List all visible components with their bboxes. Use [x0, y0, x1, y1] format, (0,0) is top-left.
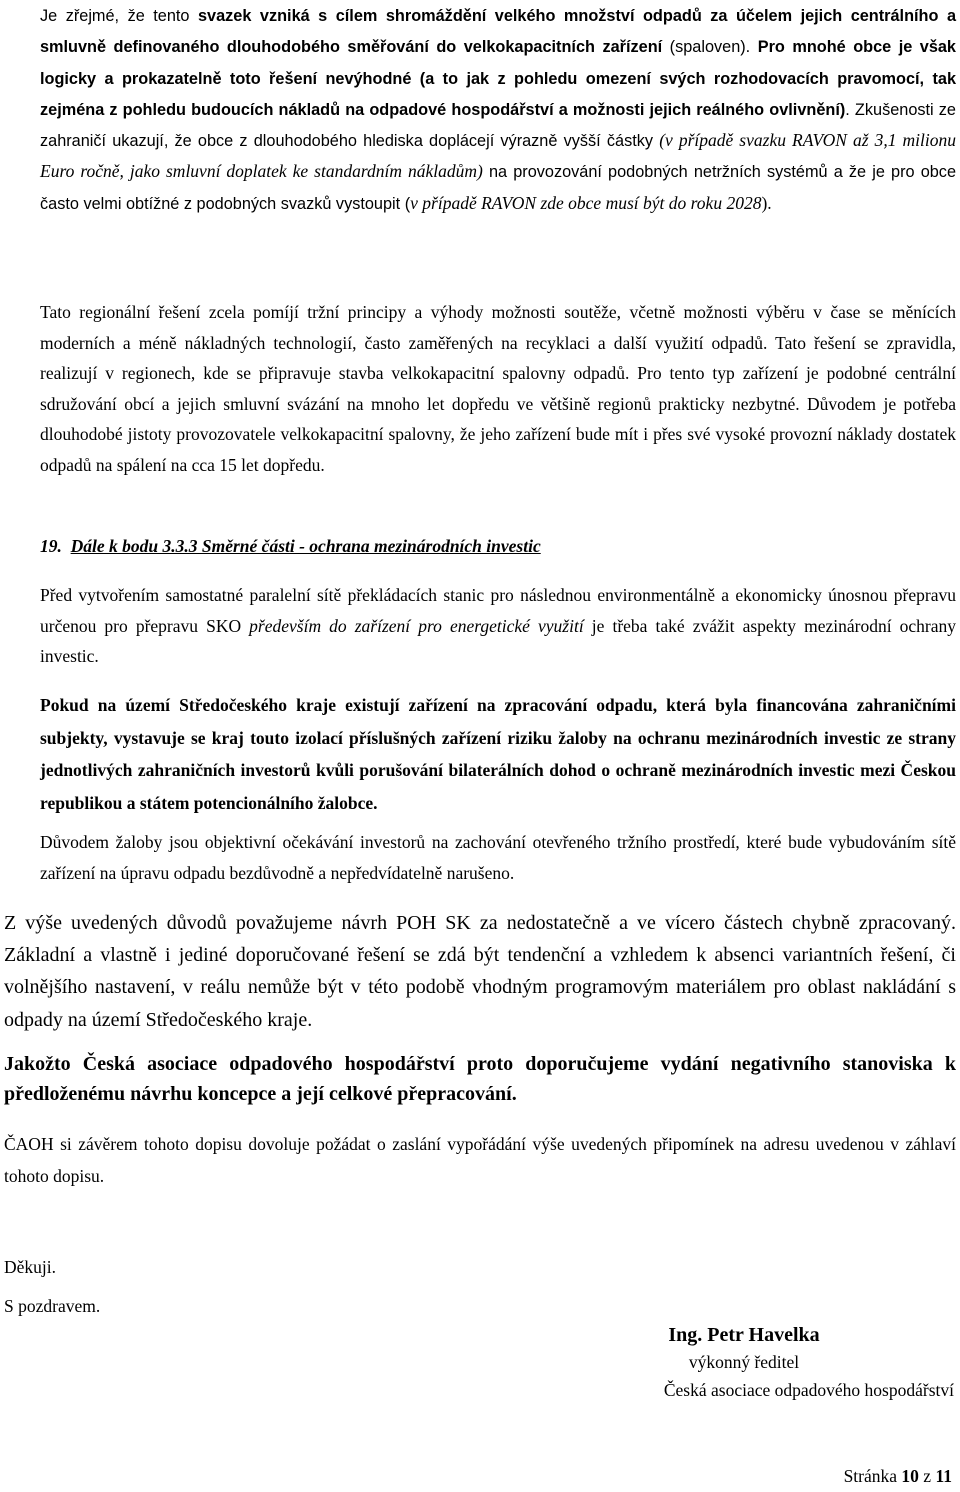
- signatory-role: výkonný ředitel: [688, 1352, 800, 1372]
- section-heading-19: [40, 532, 956, 560]
- paragraph-prekladaci-stanice: [40, 580, 956, 672]
- paragraph-zadost: ČAOH si závěrem tohoto dopisu dovoluje požádat o zaslání vypořádání výše uvedených připomínek na adresu uvedenou v záhlaví tohoto dopisu.: [4, 1134, 956, 1186]
- paragraph-doporuceni: Jakožto Česká asociace odpadového hospodářství proto doporučujeme vydání negativního stanoviska k předloženému návrhu koncepce a její celkové přepracování.: [4, 1053, 956, 1105]
- signatory-organization: Česká asociace odpadového hospodářství: [663, 1380, 954, 1400]
- heading-text: Dále k bodu 3.3.3 Směrné části - ochrana mezinárodních investic: [70, 536, 541, 556]
- page-label: Stránka: [843, 1466, 898, 1486]
- text-run: (spaloven).: [662, 38, 758, 57]
- page-total: 11: [935, 1466, 952, 1486]
- closing-regards: S pozdravem.: [4, 1296, 101, 1316]
- bold-run: Pro mnohé obce je však logicky a prokazatelně toto řešení nevýhodné (a to jak z pohledu omezení svých rozhodovacích pravomocí, tak zejména z pohledu budoucích nákladů na odpadové hospodářství a možnosti jejich reálného ovlivnění): [40, 38, 956, 119]
- paragraph-regionalni-reseni: Tato regionální řešení zcela pomíjí tržní principy a výhody možnosti soutěže, včetně možnosti výběru v čase se měnících moderních a méně nákladných technologií, často zaměřených na recyklaci a další využití odpadů. Tato řešení se zpravidla, realizují v regionech, kde se připravuje stavba velkokapacitní spalovny odpadů. Pro tento typ zařízení je podobné centrální sdružování obcí a jejich smluvní svázání na mnoho let dopředu ve většině regionů prakticky nezbytné. Důvodem je potřeba dlouhodobé jistoty provozovatele velkokapacitní spalovny, že jeho zařízení bude mít i přes své vysoké provozní náklady dostatek odpadů na spálení na cca 15 let dopředu.: [40, 302, 956, 475]
- page-current: 10: [901, 1466, 919, 1486]
- page-number: [844, 1466, 952, 1487]
- page-separator: z: [923, 1466, 932, 1486]
- text-run: na provozování podobných netržních systémů a že je pro obce často velmi obtížné z podobných svazků vystoupit (: [40, 163, 956, 213]
- text-run: Před vytvořením samostatné paralelní sítě překládacích stanic pro následnou environmentálně a ekonomicky únosnou přepravu určenou pro přepravu SKO: [40, 585, 956, 636]
- text-run: je třeba také zvážit aspekty mezinárodní ochrany investic.: [40, 615, 957, 666]
- text-run: ).: [761, 192, 772, 213]
- heading-number: 19.: [40, 536, 62, 556]
- paragraph-duvod-zaloby: Důvodem žaloby jsou objektivní očekávání investorů na zachování otevřeného tržního prostředí, které bude vybudováním sítě zařízení na úpravu odpadu bezdůvodně a nepředvídatelně narušeno.: [40, 832, 956, 883]
- paragraph-zaver: Z výše uvedených důvodů považujeme návrh POH SK za nedostatečně a ve vícero částech chybně zpracovaný. Základní a vlastně i jediné doporučované řešení se zdá být tendenční a vzhledem k absenci variantních řešení, či volnějšího nastavení, v reálu nemůže být v této podobě vhodným programovým materiálem pro oblast nakládání s odpady na území Středočeského kraje.: [4, 912, 956, 1031]
- paragraph-zaloba-riziko: Pokud na území Středočeského kraje existují zařízení na zpracování odpadu, která byla financována zahraničními subjekty, vystavuje se kraj touto izolací příslušných zařízení riziku žaloby na ochranu mezinárodních investic ze strany jednotlivých zahraničních investorů kvůli porušování bilaterálních dohod o ochraně mezinárodních investic mezi Českou republikou a státem potencionálního žalobce.: [40, 695, 956, 813]
- italic-run: především do zařízení pro energetické využití: [249, 615, 584, 636]
- italic-run: (v případě svazku RAVON až 3,1 milionu Euro ročně, jako smluvní doplatek ke standardním nákladům): [40, 130, 956, 182]
- text-run: . Zkušenosti ze zahraničí ukazují, že obce z dlouhodobého hlediska doplácejí výrazně vyšší částky: [40, 100, 956, 151]
- bold-run: svazek vzniká s cílem shromáždění velkého množství odpadů za účelem jejich centrálního a smluvně definovaného dlouhodobého směřování do velkokapacitních zařízení: [40, 7, 956, 57]
- signatory-name: Ing. Petr Havelka: [668, 1324, 820, 1346]
- text-run: Je zřejmé, že tento: [40, 7, 198, 25]
- signature-block: [534, 1322, 954, 1404]
- paragraph-svazek: [40, 0, 956, 219]
- closing-thanks: Děkuji.: [4, 1257, 57, 1277]
- italic-run: v případě RAVON zde obce musí být do roku 2028: [410, 192, 762, 213]
